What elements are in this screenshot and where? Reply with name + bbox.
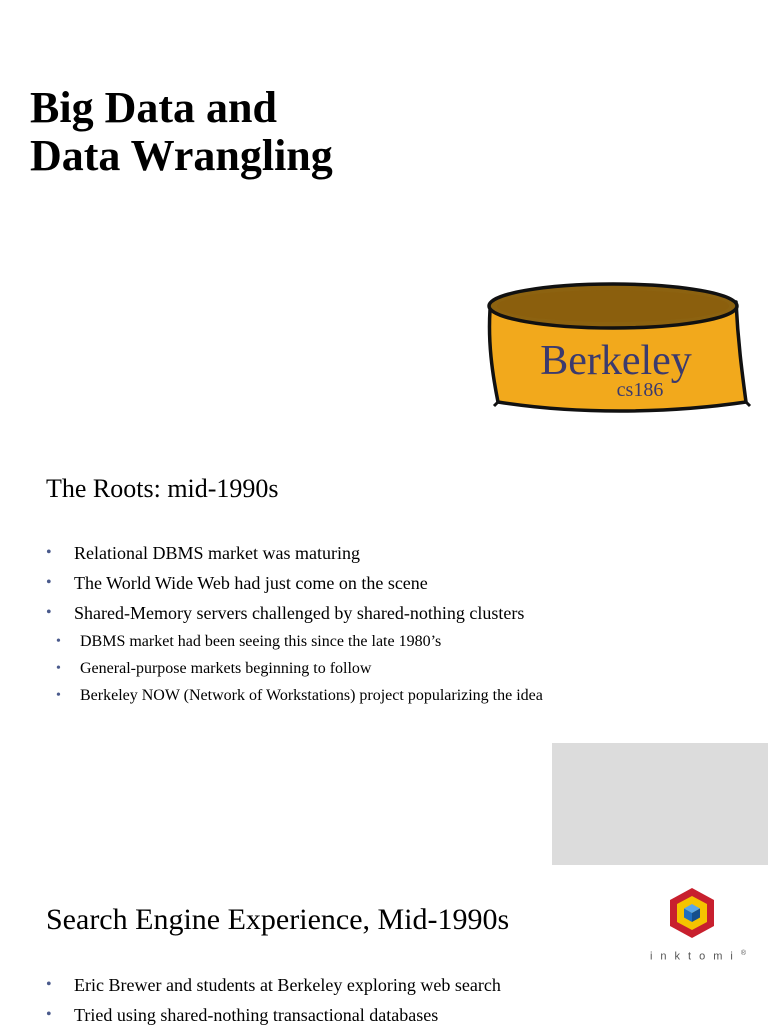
berkeley-cs186-bucket-logo (484, 272, 752, 416)
image-placeholder (552, 743, 768, 865)
sub-bullet-group (46, 628, 746, 709)
slide-title (30, 84, 333, 180)
bullet-item: • Tried using shared-nothing transactional databases (46, 1000, 746, 1030)
bullet-item: • Relational DBMS market was maturing (46, 538, 746, 568)
bullet-item: • Eric Brewer and students at Berkeley exploring web search (46, 970, 746, 1000)
bullet-item: • The World Wide Web had just come on the scene (46, 568, 746, 598)
sub-bullet-item: • General-purpose markets beginning to follow (46, 655, 746, 682)
section-title: The Roots: mid-1990s (46, 474, 279, 503)
bullet-list (46, 538, 746, 709)
bullet-item: • Shared-Memory servers challenged by shared-nothing clusters (46, 598, 746, 628)
bullet-list (46, 970, 746, 1030)
sub-bullet-list (46, 628, 746, 709)
inktomi-wordmark-text: inktomi (649, 950, 741, 963)
logo-wordmark: Berkeley (540, 338, 692, 384)
logo-course: cs186 (616, 379, 664, 401)
title-line-2: Data Wrangling (30, 131, 333, 180)
inktomi-cube-icon (636, 884, 760, 948)
sub-bullet-item: • DBMS market had been seeing this since the late 1980’s (46, 628, 746, 655)
inktomi-logo (636, 884, 760, 968)
sub-bullet-item: • Berkeley NOW (Network of Workstations) project popularizing the idea (46, 682, 746, 709)
trademark-symbol: ® (740, 950, 746, 957)
title-line-1: Big Data and (30, 83, 277, 132)
inktomi-wordmark (636, 950, 760, 963)
section-title: Search Engine Experience, Mid-1990s (46, 903, 510, 936)
